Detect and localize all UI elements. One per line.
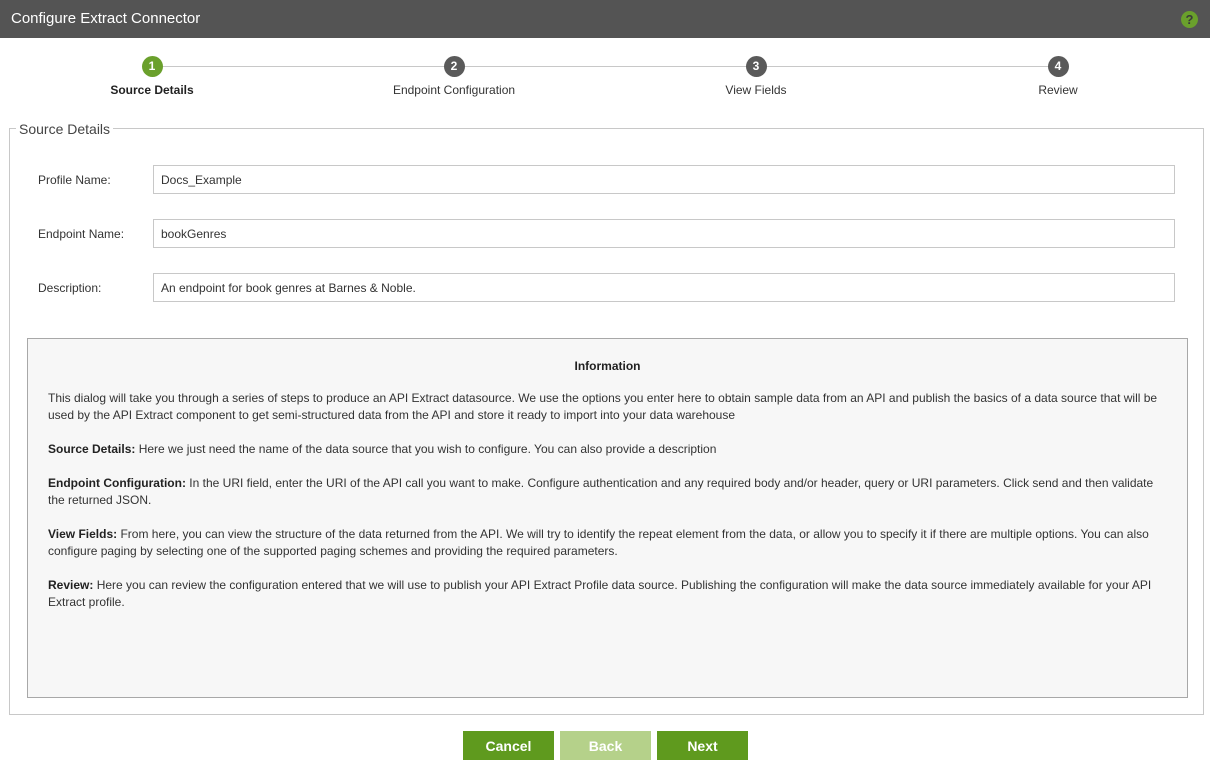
info-item-heading: Source Details: — [48, 442, 136, 456]
info-item-text: Here you can review the configuration entered that we will use to publish your API Extract Profile data source. Publishing the configuration will make the data source immediately available for your API Extract profile. — [48, 578, 1152, 609]
wizard-stepper — [0, 54, 1210, 104]
description-label: Description: — [38, 281, 102, 295]
step-2-badge: 2 — [444, 56, 465, 77]
endpoint-name-label: Endpoint Name: — [38, 227, 125, 241]
title-bar — [0, 0, 1210, 38]
info-item-text: From here, you can view the structure of the data returned from the API. We will try to identify the repeat element from the data, or allow you to specify it if there are multiple options. You can also configure paging by selecting one of the supported paging schemes and providing the required parameters. — [48, 527, 1149, 558]
help-icon[interactable]: ? — [1181, 11, 1198, 28]
info-item — [48, 526, 1167, 560]
profile-name-label: Profile Name: — [38, 173, 111, 187]
endpoint-name-input[interactable] — [153, 219, 1175, 248]
description-input[interactable] — [153, 273, 1175, 302]
info-item — [48, 441, 1167, 458]
info-item — [48, 475, 1167, 509]
step-1-badge: 1 — [142, 56, 163, 77]
step-endpoint-configuration[interactable] — [354, 54, 554, 97]
step-3-badge: 3 — [746, 56, 767, 77]
step-1-label: Source Details — [110, 83, 194, 97]
information-panel — [27, 338, 1188, 698]
cancel-button[interactable]: Cancel — [463, 731, 554, 760]
info-item-text: Here we just need the name of the data source that you wish to configure. You can also provide a description — [135, 442, 717, 456]
back-button[interactable]: Back — [560, 731, 651, 760]
info-item-heading: View Fields: — [48, 527, 118, 541]
step-4-label: Review — [1038, 83, 1078, 97]
step-4-badge: 4 — [1048, 56, 1069, 77]
section-legend: Source Details — [16, 121, 113, 137]
window-title: Configure Extract Connector — [11, 10, 201, 27]
next-button[interactable]: Next — [657, 731, 748, 760]
information-title: Information — [574, 359, 641, 373]
step-view-fields[interactable] — [656, 54, 856, 97]
information-intro: This dialog will take you through a series of steps to produce an API Extract datasource. We use the options you enter here to obtain sample data from an API and publish the basics of a data source that will be used by the API Extract component to get semi-structured data from the API and store it ready to import into your data warehouse — [48, 391, 1158, 422]
step-review[interactable] — [958, 54, 1158, 97]
info-item-text: In the URI field, enter the URI of the API call you want to make. Configure authentication and any required body and/or header, query or URI parameters. Click send and then validate the returned JSON. — [48, 476, 1154, 507]
info-item-heading: Endpoint Configuration: — [48, 476, 186, 490]
stepper-line — [152, 66, 1058, 67]
source-details-section — [9, 121, 1204, 715]
step-3-label: View Fields — [725, 83, 787, 97]
step-source-details[interactable] — [52, 54, 252, 97]
info-item-heading: Review: — [48, 578, 94, 592]
profile-name-input[interactable] — [153, 165, 1175, 194]
step-2-label: Endpoint Configuration — [392, 83, 516, 97]
info-item — [48, 577, 1167, 611]
